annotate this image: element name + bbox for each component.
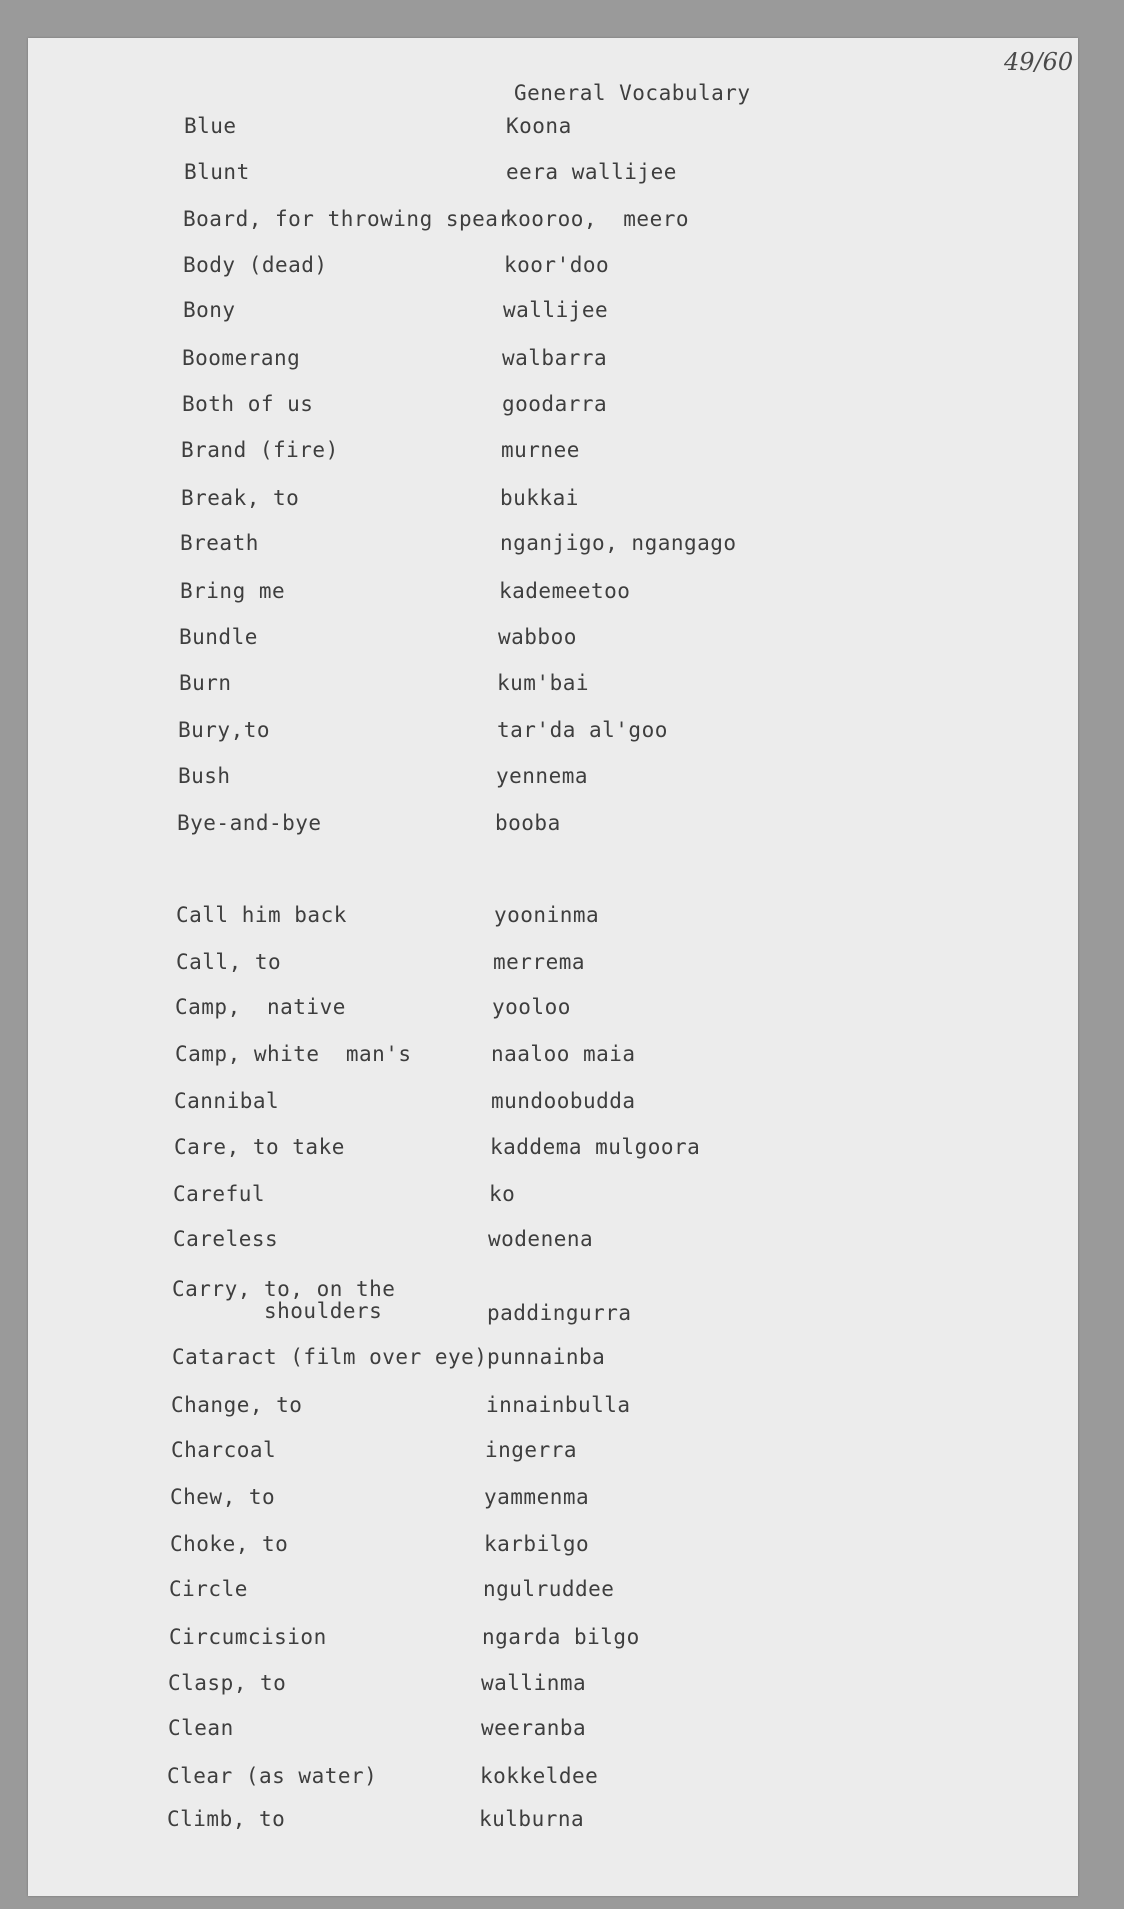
aboriginal-term: kum'bai bbox=[497, 671, 590, 695]
vocabulary-entry bbox=[28, 580, 1078, 624]
english-term: Body (dead) bbox=[183, 253, 328, 277]
english-term: Blue bbox=[184, 114, 237, 138]
aboriginal-term: eera wallijee bbox=[506, 160, 677, 184]
aboriginal-term: ingerra bbox=[485, 1438, 578, 1462]
vocabulary-entry bbox=[28, 1090, 1078, 1134]
english-term: Board, for throwing spear bbox=[183, 207, 512, 231]
english-term: Break, to bbox=[181, 486, 300, 510]
aboriginal-term: weeranba bbox=[481, 1716, 587, 1740]
english-term: Camp, white man's bbox=[175, 1042, 412, 1066]
english-term: Care, to take bbox=[174, 1135, 345, 1159]
english-term: Blunt bbox=[184, 160, 250, 184]
vocabulary-entry bbox=[28, 254, 1078, 298]
english-term: Choke, to bbox=[170, 1532, 289, 1556]
aboriginal-term: kulburna bbox=[479, 1807, 585, 1831]
english-term: Clean bbox=[168, 1716, 234, 1740]
aboriginal-term: murnee bbox=[501, 438, 580, 462]
aboriginal-term: mundoobudda bbox=[491, 1089, 636, 1113]
aboriginal-term: kademeetoo bbox=[499, 579, 631, 603]
aboriginal-term: yennema bbox=[496, 764, 589, 788]
vocabulary-entry bbox=[28, 347, 1078, 391]
aboriginal-term: kaddema mulgoora bbox=[490, 1135, 701, 1159]
vocabulary-entry bbox=[28, 1228, 1078, 1272]
vocabulary-entry bbox=[28, 1717, 1078, 1761]
english-term: Bony bbox=[183, 298, 236, 322]
aboriginal-term: koor'doo bbox=[504, 253, 610, 277]
english-term: Breath bbox=[180, 531, 259, 555]
vocabulary-entry bbox=[28, 532, 1078, 576]
vocabulary-entry bbox=[28, 1043, 1078, 1087]
vocabulary-entry bbox=[28, 951, 1078, 995]
english-term: Call him back bbox=[176, 903, 347, 927]
vocabulary-entry bbox=[28, 1486, 1078, 1530]
aboriginal-term: yooninma bbox=[494, 903, 600, 927]
aboriginal-term: tar'da al'goo bbox=[497, 718, 668, 742]
vocabulary-entry bbox=[28, 904, 1078, 948]
english-term: Careful bbox=[173, 1182, 266, 1206]
vocabulary-entry bbox=[28, 996, 1078, 1040]
aboriginal-term: paddingurra bbox=[487, 1301, 632, 1325]
vocabulary-page bbox=[28, 38, 1078, 1896]
vocabulary-entry bbox=[28, 161, 1078, 205]
aboriginal-term: goodarra bbox=[502, 392, 608, 416]
vocabulary-entry bbox=[28, 1765, 1078, 1809]
vocabulary-entry bbox=[28, 765, 1078, 809]
vocabulary-entry bbox=[28, 1277, 1078, 1325]
aboriginal-term: kokkeldee bbox=[480, 1764, 599, 1788]
aboriginal-term: nganjigo, ngangago bbox=[500, 531, 737, 555]
vocabulary-entry bbox=[28, 208, 1078, 252]
vocabulary-entry bbox=[28, 1808, 1078, 1852]
aboriginal-term: karbilgo bbox=[484, 1532, 590, 1556]
vocabulary-entry bbox=[28, 1533, 1078, 1577]
vocabulary-entry bbox=[28, 626, 1078, 670]
english-term: Call, to bbox=[176, 950, 282, 974]
aboriginal-term: ngulruddee bbox=[483, 1577, 615, 1601]
aboriginal-term: yooloo bbox=[492, 995, 571, 1019]
aboriginal-term: ko bbox=[489, 1182, 516, 1206]
vocabulary-entry bbox=[28, 1346, 1078, 1390]
aboriginal-term: ngarda bilgo bbox=[482, 1625, 640, 1649]
vocabulary-entry bbox=[28, 719, 1078, 763]
english-term: Bye-and-bye bbox=[177, 811, 322, 835]
vocabulary-entry bbox=[28, 439, 1078, 483]
aboriginal-term: wabboo bbox=[498, 625, 577, 649]
english-term: Chew, to bbox=[170, 1485, 276, 1509]
aboriginal-term: punnainba bbox=[487, 1345, 606, 1369]
aboriginal-term: innainbulla bbox=[486, 1393, 631, 1417]
vocabulary-entry bbox=[28, 393, 1078, 437]
aboriginal-term: wallijee bbox=[503, 298, 609, 322]
aboriginal-term: wallinma bbox=[481, 1671, 587, 1695]
english-term: Bundle bbox=[179, 625, 258, 649]
aboriginal-term: booba bbox=[495, 811, 561, 835]
english-term: Cataract (film over eye) bbox=[172, 1345, 488, 1369]
vocabulary-entry bbox=[28, 1394, 1078, 1438]
english-term: Circumcision bbox=[169, 1625, 327, 1649]
english-term: Bury,to bbox=[178, 718, 271, 742]
vocabulary-entry bbox=[28, 1672, 1078, 1716]
page-title: General Vocabulary bbox=[514, 81, 751, 105]
english-term: Careless bbox=[173, 1227, 279, 1251]
aboriginal-term: yammenma bbox=[484, 1485, 590, 1509]
english-term: Carry, to, on the shoulders bbox=[172, 1277, 396, 1323]
english-term: Camp, native bbox=[175, 995, 346, 1019]
english-term: Circle bbox=[169, 1577, 248, 1601]
aboriginal-term: merrema bbox=[493, 950, 586, 974]
aboriginal-term: kooroo, meero bbox=[505, 207, 690, 231]
folio-number: 49/60 bbox=[1004, 48, 1074, 76]
aboriginal-term: Koona bbox=[506, 114, 572, 138]
english-term: Boomerang bbox=[182, 346, 301, 370]
english-term: Climb, to bbox=[167, 1807, 286, 1831]
aboriginal-term: bukkai bbox=[500, 486, 579, 510]
vocabulary-entry bbox=[28, 487, 1078, 531]
vocabulary-entry bbox=[28, 1136, 1078, 1180]
english-term: Bush bbox=[178, 764, 231, 788]
aboriginal-term: walbarra bbox=[502, 346, 608, 370]
vocabulary-entry bbox=[28, 672, 1078, 716]
vocabulary-entry bbox=[28, 1439, 1078, 1483]
english-term: Clasp, to bbox=[168, 1671, 287, 1695]
english-term: Charcoal bbox=[171, 1438, 277, 1462]
vocabulary-entry bbox=[28, 1578, 1078, 1622]
english-term: Change, to bbox=[171, 1393, 303, 1417]
english-term: Both of us bbox=[182, 392, 314, 416]
english-term: Burn bbox=[179, 671, 232, 695]
english-term: Clear (as water) bbox=[167, 1764, 378, 1788]
english-term: Cannibal bbox=[174, 1089, 280, 1113]
aboriginal-term: naaloo maia bbox=[491, 1042, 636, 1066]
vocabulary-entry bbox=[28, 812, 1078, 856]
english-term: Brand (fire) bbox=[181, 438, 339, 462]
aboriginal-term: wodenena bbox=[488, 1227, 594, 1251]
vocabulary-entry bbox=[28, 1183, 1078, 1227]
vocabulary-entry bbox=[28, 299, 1078, 343]
vocabulary-entry bbox=[28, 115, 1078, 159]
english-term: Bring me bbox=[180, 579, 286, 603]
vocabulary-entry bbox=[28, 1626, 1078, 1670]
